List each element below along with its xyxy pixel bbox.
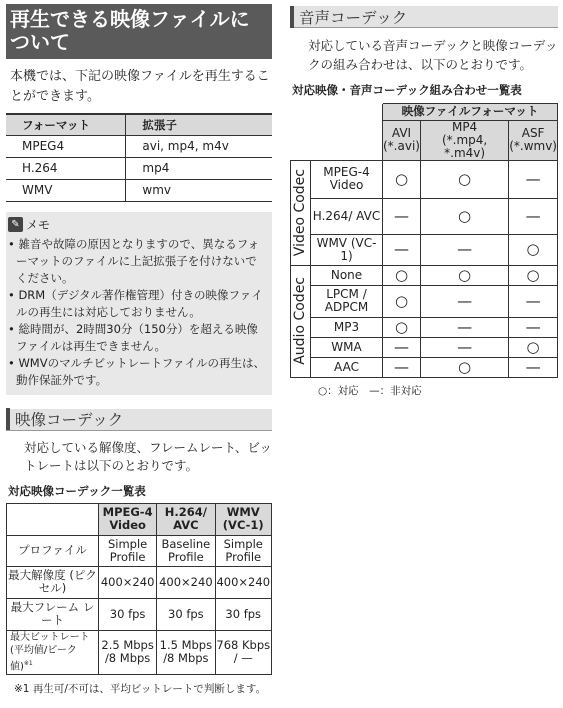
extension-cell: avi, mp4, m4v [126, 135, 272, 157]
mark-cell: — [420, 285, 508, 317]
format-table [6, 113, 272, 202]
mark-cell: — [509, 198, 558, 234]
table-row [7, 630, 272, 674]
footnote: ※1 再生可/不可は、平均ビットレートで判断します。 [14, 682, 267, 695]
table-cell: 30 fps [99, 598, 157, 630]
list-item: • 総時間が、2時間30分（150分）を超える映像ファイルは再生できません。 [8, 321, 258, 353]
left-column [6, 0, 272, 697]
row-header: 最大解像度 (ピクセル) [7, 566, 99, 598]
format-cell: H.264 [6, 157, 126, 179]
format-ext: (*.wmv) [509, 139, 557, 153]
pencil-icon: ✎ [8, 217, 23, 232]
audio-codec-heading [290, 6, 558, 28]
right-column [290, 0, 558, 398]
page-title-line1: 再生できる映像ファイルに [10, 7, 250, 31]
mark-cell: ○ [509, 234, 558, 265]
mark-cell: ○ [420, 357, 508, 377]
table-row [291, 265, 558, 285]
table-cell: 400×240 [215, 566, 272, 598]
format-header-mp4 [420, 120, 508, 160]
memo-list [8, 236, 268, 389]
list-item: • WMVのマルチビットレートファイルの再生は、動作保証外です。 [8, 355, 266, 387]
table-row [291, 160, 558, 198]
column-header: WMV (VC-1) [215, 503, 272, 535]
extension-cell: mp4 [126, 157, 272, 179]
memo-header [8, 216, 268, 233]
corner-cell [291, 103, 383, 160]
mark-cell: — [420, 234, 508, 265]
footnote-mark: ※1 [23, 659, 33, 667]
mark-cell: ○ [383, 317, 421, 337]
table-row [291, 198, 558, 234]
table-cell: 400×240 [99, 566, 157, 598]
video-codec-table [6, 503, 272, 675]
row-header: 最大フレーム レート [7, 598, 99, 630]
audio-codec-body: 対応している音声コーデックと映像コーデックの組み合わせは、以下のとおりです。 [308, 38, 558, 72]
table-row [6, 135, 272, 157]
mark-cell: ○ [509, 337, 558, 357]
codec-cell: None [311, 265, 383, 285]
mark-cell: — [420, 317, 508, 337]
mark-cell: ○ [383, 160, 421, 198]
table-row [6, 157, 272, 179]
codec-cell: WMA [311, 337, 383, 357]
codec-cell: MP3 [311, 317, 383, 337]
table-cell: 768 Kbps / — [215, 630, 272, 674]
heading-bar [290, 6, 294, 28]
table-cell: 30 fps [157, 598, 215, 630]
mark-cell: ○ [509, 265, 558, 285]
mark-cell: ○ [383, 285, 421, 317]
page-title [6, 4, 272, 59]
table-row [7, 535, 272, 566]
corner-cell [7, 503, 99, 535]
codec-cell: H.264/ AVC [311, 198, 383, 234]
codec-cell: LPCM / ADPCM [311, 285, 383, 317]
mark-cell: — [383, 198, 421, 234]
table-row [291, 317, 558, 337]
table-row [7, 598, 272, 630]
mark-cell: ○ [420, 265, 508, 285]
format-cell: MPEG4 [6, 135, 126, 157]
table-cell: 400×240 [157, 566, 215, 598]
legend-text: ○：対応 —：非対応 [318, 384, 422, 397]
row-header: プロファイル [7, 535, 99, 566]
table-row [291, 337, 558, 357]
table-cell: Baseline Profile [157, 535, 215, 566]
heading-bar [6, 408, 10, 430]
format-cell: WMV [6, 179, 126, 201]
mark-cell: ○ [420, 198, 508, 234]
mark-cell: — [509, 317, 558, 337]
list-item: • DRM（デジタル著作権管理）付きの映像ファイルの再生には対応しておりません。 [8, 287, 263, 319]
table-row [291, 357, 558, 377]
mark-cell: — [383, 337, 421, 357]
row-header-label: 最大ビットレート [10, 631, 90, 643]
format-name: MP4 [451, 119, 478, 134]
audio-codec-heading-text: 音声コーデック [299, 8, 408, 27]
column-header: H.264/ AVC [157, 503, 215, 535]
table-cell: Simple Profile [215, 535, 272, 566]
table-row [291, 285, 558, 317]
mark-cell: — [420, 337, 508, 357]
extension-header: 拡張子 [126, 114, 272, 135]
video-codec-group-label: Video Codec [291, 160, 311, 265]
combo-table [290, 102, 558, 378]
format-name: AVI [391, 126, 412, 140]
format-header-asf [509, 120, 558, 160]
mark-cell: — [509, 357, 558, 377]
format-name: ASF [521, 126, 545, 140]
video-codec-heading [6, 409, 272, 431]
audio-codec-group-label: Audio Codec [291, 265, 311, 377]
format-span-header: 映像ファイルフォーマット [383, 103, 558, 120]
intro-text: 本機では、下記の映像ファイルを再生することができます。 [10, 69, 270, 104]
combo-table-title: 対応映像・音声コーデック組み合わせ一覧表 [292, 83, 522, 97]
format-header-avi [383, 120, 421, 160]
table-row [291, 234, 558, 265]
mark-cell: — [509, 160, 558, 198]
video-codec-heading-text: 映像コーデック [15, 411, 124, 429]
mark-cell: ○ [420, 160, 508, 198]
table-cell: 1.5 Mbps /8 Mbps [157, 630, 215, 674]
mark-cell: — [383, 357, 421, 377]
codec-cell: AAC [311, 357, 383, 377]
table-cell: 30 fps [215, 598, 272, 630]
row-header [7, 630, 99, 674]
codec-cell: MPEG-4 Video [311, 160, 383, 198]
table-cell: Simple Profile [99, 535, 157, 566]
format-ext: (*.avi) [383, 139, 420, 153]
column-header: MPEG-4 Video [99, 503, 157, 535]
video-codec-table-title: 対応映像コーデック一覧表 [8, 483, 146, 498]
table-row [6, 179, 272, 201]
mark-cell: — [383, 234, 421, 265]
mark-cell: — [509, 285, 558, 317]
row-header-sublabel: (平均値/ピーク値) [10, 644, 77, 673]
format-ext: (*.mp4, *.m4v) [441, 132, 488, 160]
page-title-line2: ついて [10, 30, 70, 54]
video-codec-body: 対応している解像度、フレームレート、ビットレートは以下のとおりです。 [24, 439, 272, 473]
table-cell: 2.5 Mbps /8 Mbps [99, 630, 157, 674]
mark-cell: ○ [383, 265, 421, 285]
list-item: • 雑音や故障の原因となりますので、異なるフォーマットのファイルに上記拡張子を付けないでください。 [8, 236, 260, 285]
codec-cell: WMV (VC-1) [311, 234, 383, 265]
memo-label: メモ [26, 217, 51, 232]
extension-cell: wmv [126, 179, 272, 201]
memo-box [6, 212, 272, 395]
format-header: フォーマット [6, 114, 126, 135]
table-row [7, 566, 272, 598]
